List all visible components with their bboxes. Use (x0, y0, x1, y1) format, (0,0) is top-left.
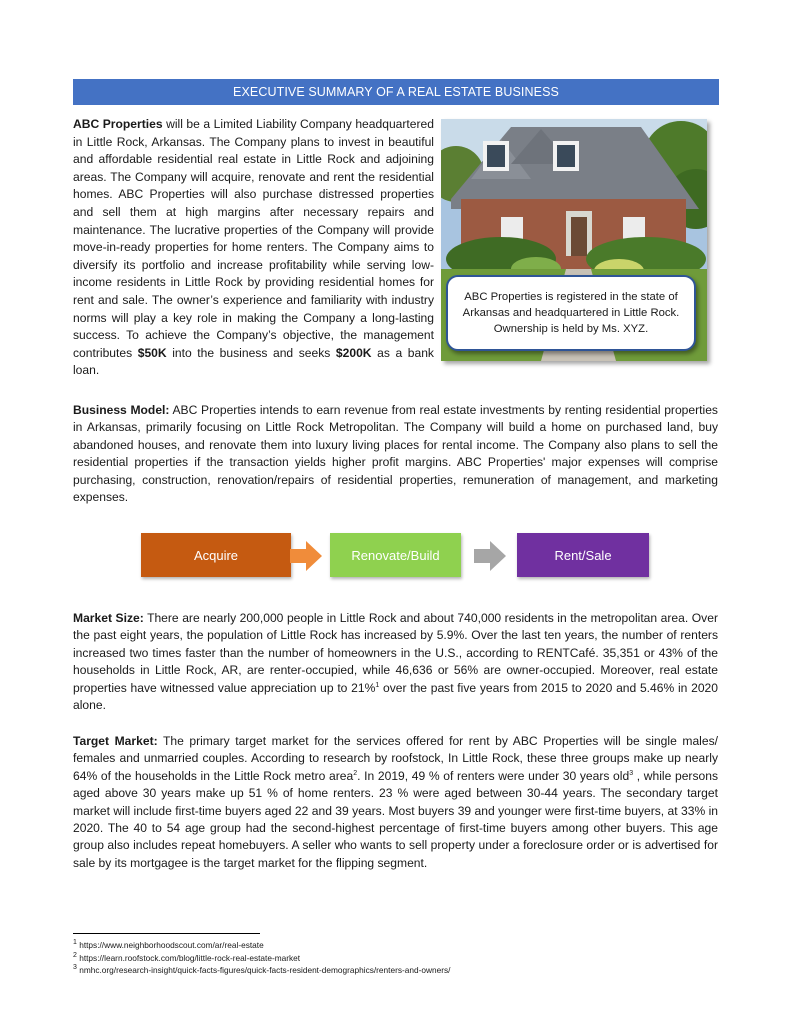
footnote-ref: 2 (353, 769, 358, 777)
loan-amount: $200K (335, 345, 372, 360)
market-size-text-2: over the past five years from 2015 to 2020 and 5.46% in 2020 alone. (73, 680, 718, 713)
target-market-text-2: . In 2019, 49 % of renters were under 30 years old (357, 768, 630, 783)
target-market-text-3: , while persons aged above 30 years make up 51 % of home renters. 23 % were aged between 30-44 years. The secondary target market will include first-time buyers aged 22 and 39 years. Most buyers 39 and younger were first-time buyers, at 33% in 2020. The 40 to 54 age group had the second-highest percentage of first-time buyers among other buyers. This age group also includes repeat homebuyers. A seller who wants to sell property under a foreclosure order or is advertised for sale by its mortgagee is the target market for the flipping segment. (73, 768, 718, 870)
business-model-paragraph (73, 402, 718, 506)
footnote-item (73, 939, 718, 952)
document-title-bar (73, 79, 719, 105)
business-model-text: ABC Properties intends to earn revenue from real estate investments by renting residential properties in Arkansas, primarily focusing on Little Rock Metropolitan. The Company will build a home on purchased land, buy abandoned houses, and renovate them into luxury living places for rental income. The Company also plans to sell the residential properties if the transaction yields higher profit margins. ABC Properties' major expenses will comprise purchasing, construction, renovation/repairs of residential properties, remuneration of management, and marketing expenses. (73, 403, 718, 505)
footnote-divider (73, 933, 260, 934)
target-market-text: The primary target market for the services offered for rent by ABC Properties will be single males/ females and unmarried couples. According to research by roofstock, In Little Rock, these three groups make up nearly 64% of the households in the Little Rock metro area (73, 734, 718, 783)
footnote-number: 3 (73, 964, 77, 972)
footnote-text: https://learn.roofstock.com/blog/little-rock-real-estate-market (76, 952, 301, 963)
intro-text-3: as a bank loan. (73, 345, 434, 378)
target-market-heading: Target Market: (73, 734, 158, 748)
market-size-paragraph (73, 610, 718, 714)
footnote-ref: 1 (375, 681, 380, 689)
contribution-amount: $50K (137, 345, 167, 360)
flow-step-label: Acquire (193, 547, 239, 563)
footnote-ref: 3 (629, 769, 634, 777)
flow-step-label: Rent/Sale (554, 547, 612, 563)
footnote-item (73, 964, 718, 977)
process-flow (0, 533, 791, 579)
orange-arrow-icon (290, 541, 324, 571)
photo-caption-text: ABC Properties is registered in the state of Arkansas and headquartered in Little Rock. Ownership is held by Ms. XYZ. (462, 291, 680, 335)
intro-paragraph (73, 116, 434, 380)
flow-step-rent-sale (517, 533, 649, 577)
document-title: EXECUTIVE SUMMARY OF A REAL ESTATE BUSINESS (233, 85, 559, 99)
business-model-heading: Business Model: (73, 403, 170, 417)
footnote-text: nmhc.org/research-insight/quick-facts-figures/quick-facts-resident-demographics/renters-and-owners/ (76, 965, 451, 976)
photo-caption (446, 275, 696, 351)
flow-step-label: Renovate/Build (351, 547, 440, 563)
footnote-item (73, 952, 718, 965)
target-market-paragraph (73, 733, 718, 872)
market-size-text: There are nearly 200,000 people in Little Rock and about 740,000 residents in the metropolitan area. Over the past eight years, the population of Little Rock has increased by 5.9%. Over the last ten years, the number of renters increased two times faster than the number of homeowners in the U.S., according to RENTCafé. 35,351 or 43% of the households in Little Rock, AR, are renter-occupied, while 46,636 or 56% are owner-occupied. Moreover, real estate properties have witnessed value appreciation up to 21% (73, 611, 718, 695)
intro-text-2: into the business and seeks (166, 345, 336, 360)
flow-step-acquire (141, 533, 291, 577)
footnote-number: 1 (73, 939, 77, 947)
market-size-heading: Market Size: (73, 611, 144, 625)
intro-text: will be a Limited Liability Company headquartered in Little Rock, Arkansas. The Company plans to invest in beautiful and affordable residential real estate in Little Rock and adjoining areas. The Company will acquire, renovate and rent the residential homes. ABC Properties will also purchase distressed properties and sell them at high margins after necessary repairs and maintenance. The lucrative properties of the Company will provide move-in-ready properties for home renters. The Company aims to diversify its portfolio and increase profitability while serving low-income residents in Little Rock by providing residential homes for rent and sale. The owner’s experience and familiarity with industry norms will play a key role in making the Company a long-lasting success. To achieve the Company’s objective, the management contributes (73, 117, 434, 360)
company-name: ABC Properties (73, 117, 163, 131)
gray-arrow-icon (474, 541, 508, 571)
footnotes (73, 939, 718, 977)
footnote-number: 2 (73, 951, 77, 959)
footnote-text: https://www.neighborhoodscout.com/ar/real-estate (76, 940, 264, 950)
flow-step-renovate-build (330, 533, 461, 577)
